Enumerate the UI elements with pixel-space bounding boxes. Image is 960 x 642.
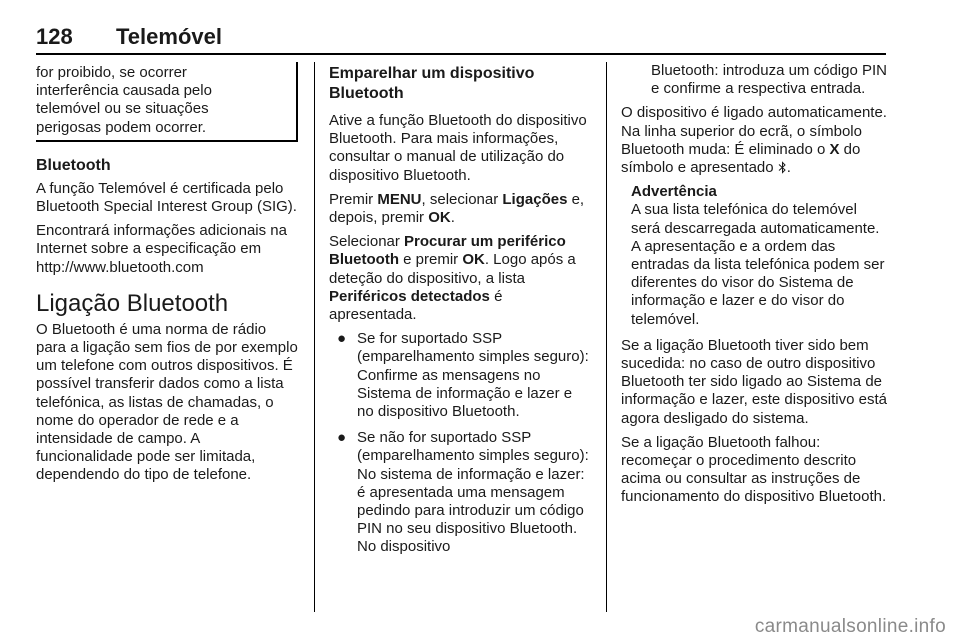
- pairing-bullet-list: [329, 330, 592, 556]
- pairing-heading: Emparelhar um dispositivo Bluetooth: [329, 65, 535, 102]
- pairing-paragraph-1: Ative a função Bluetooth do dispositivo Bluetooth. Para mais informações, consultar o manual de utilização do dispositivo Bluetooth.: [329, 112, 587, 184]
- bluetooth-paragraph-1: A função Telemóvel é certificada pelo Bluetooth Special Interest Group (SIG).: [36, 179, 297, 216]
- connection-heading: Ligação Bluetooth: [36, 289, 229, 317]
- detected-devices-key: Periféricos detectados: [329, 287, 490, 305]
- connection-paragraph: O Bluetooth é uma norma de rádio para a ligação sem fios de por exemplo um telefone com outros dispositivos. É possível transferir dados como a lista telefónica, as listas de chamadas, o nome do operador de rede e a intensidade de campo. A funcionalidade pode ser limitada, dependendo do tipo de telefone.: [36, 320, 298, 484]
- bullet-icon: ●: [337, 429, 347, 447]
- failure-paragraph: Se a ligação Bluetooth falhou: recomeçar o procedimento descrito acima ou consultar as instruções de funcionamento do dispositivo Bluetooth.: [621, 433, 887, 506]
- connected-paragraph: O dispositivo é ligado automaticamente. Na linha superior do ecrã, o símbolo Bluetooth muda: É eliminado o X do símbolo e apresentado .: [621, 104, 887, 177]
- header-rule: [36, 53, 886, 55]
- note-title: Advertência: [631, 183, 717, 201]
- column-divider-1: [314, 62, 315, 612]
- pairing-paragraph-2: Premir MENU, selecionar Ligações e, depois, premir OK.: [329, 190, 585, 227]
- menu-key: MENU: [377, 190, 422, 208]
- column-1: [36, 62, 298, 491]
- page-header: [36, 22, 886, 52]
- list-item: ● Se for suportado SSP (emparelhamento simples seguro): Confirme as mensagens no Sistema de informação e lazer e no dispositivo Bluetooth.: [337, 330, 589, 421]
- page-title: Telemóvel: [116, 24, 222, 49]
- note-text: A sua lista telefónica do telemóvel será descarregada automaticamente. A apresentação e a ordem das entradas da lista telefónica podem ser diferentes do visor do Sistema de informação e lazer e do visor do telemóvel.: [631, 201, 885, 328]
- pairing-paragraph-3: Selecionar Procurar um periférico Bluetooth e premir OK. Logo após a deteção do dispositivo, a lista Periféricos detectados é apresentada.: [329, 233, 576, 324]
- column-2: [329, 62, 592, 565]
- list-item: ● Se não for suportado SSP (emparelhamento simples seguro): No sistema de informação e lazer: é apresentada uma mensagem pedindo para introduzir um código PIN no seu dispositivo Bluetooth. No dispositivo: [337, 429, 589, 556]
- ok-key: OK: [428, 209, 451, 227]
- x-symbol: X: [829, 140, 840, 158]
- success-paragraph: Se a ligação Bluetooth tiver sido bem sucedida: no caso de outro dispositivo Bluetooth ter sido ligado ao Sistema de informação e lazer, este dispositivo está agora desligado do sistema.: [621, 336, 887, 427]
- warning-line: perigosas podem ocorrer.: [36, 118, 207, 136]
- column-divider-2: [606, 62, 607, 612]
- warning-line: interferência causada pelo: [36, 82, 212, 100]
- bluetooth-paragraph-2: Encontrará informações adicionais na Internet sobre a especificação em http://www.bluetooth.com: [36, 222, 287, 276]
- search-device-key: Procurar um periférico Bluetooth: [329, 233, 566, 269]
- page-number: 128: [36, 24, 73, 49]
- bluetooth-heading: Bluetooth: [36, 156, 111, 174]
- column-3: [621, 62, 887, 513]
- warning-line: for proibido, se ocorrer: [36, 64, 187, 81]
- bullet-icon: ●: [337, 330, 347, 348]
- ok-key: OK: [462, 251, 485, 269]
- advisory-note: [621, 183, 887, 329]
- warning-box: [36, 62, 298, 142]
- warning-line: telemóvel ou se situações: [36, 100, 209, 118]
- bluetooth-icon: [778, 161, 787, 174]
- watermark: carmanualsonline.info: [754, 616, 946, 637]
- connections-key: Ligações: [502, 190, 568, 208]
- bullet-continuation: Bluetooth: introduza um código PIN e confirme a respectiva entrada.: [651, 62, 887, 98]
